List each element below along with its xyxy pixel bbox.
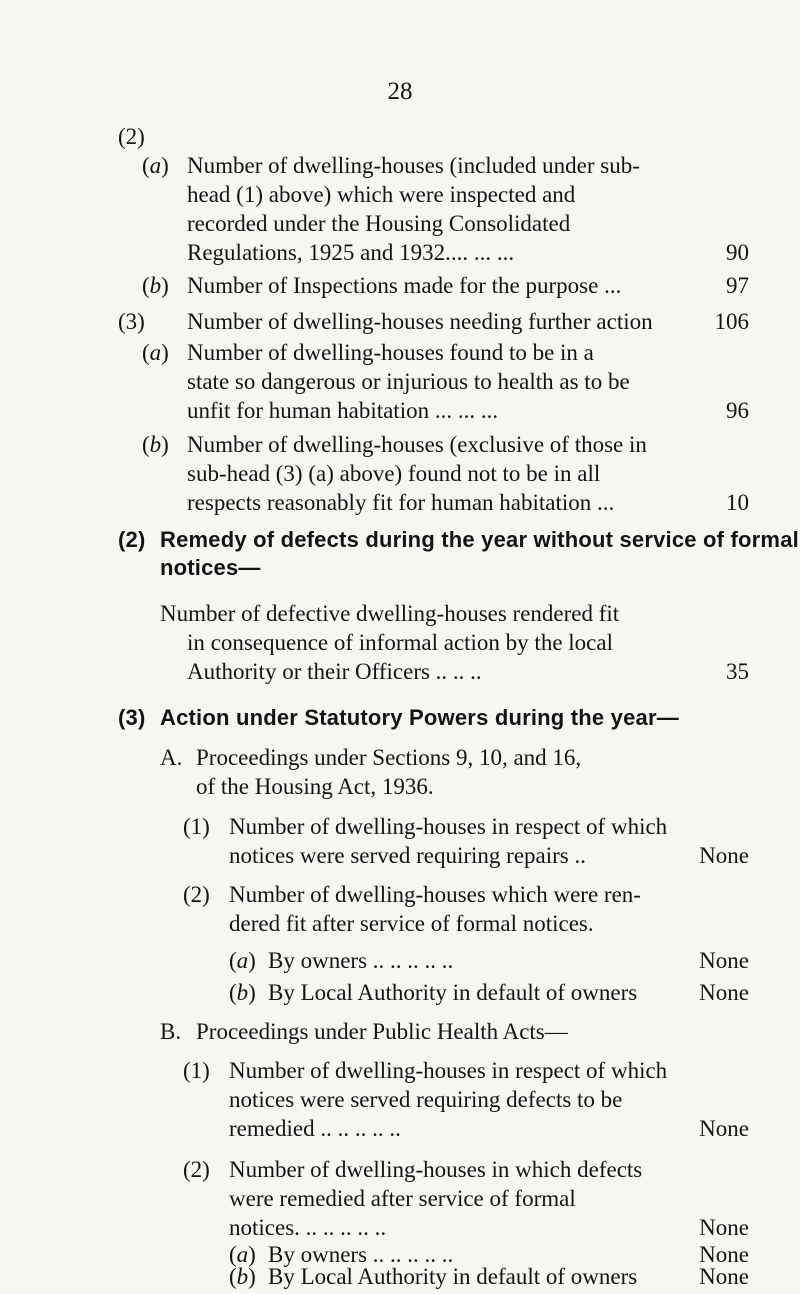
action-heading-line: Action under Statutory Powers during the year— xyxy=(160,705,679,730)
b2b-value: None xyxy=(699,1264,749,1289)
item-2b-label: (b) xyxy=(142,273,169,298)
a2a-value: None xyxy=(699,948,749,973)
item-3-line: Number of dwelling-houses needing further action xyxy=(187,309,653,334)
b2b-label: (b) xyxy=(229,1264,256,1289)
item-2a-value: 90 xyxy=(726,240,749,265)
a2b-value: None xyxy=(699,980,749,1005)
b1-label: (1) xyxy=(183,1058,210,1083)
action-heading-label: (3) xyxy=(118,705,146,730)
b2-label: (2) xyxy=(183,1157,210,1182)
item-3a-value: 96 xyxy=(726,398,749,423)
remedy-line-2: in consequence of informal action by the local xyxy=(187,630,613,655)
item-3b-label: (b) xyxy=(142,432,169,457)
remedy-heading-label: (2) xyxy=(118,527,146,552)
part-a-line-2: of the Housing Act, 1936. xyxy=(196,774,434,799)
b2a-label: (a) xyxy=(229,1242,256,1267)
b2-line-3: notices. .. .. .. .. .. xyxy=(229,1215,387,1240)
b1-line-3: remedied .. .. .. .. .. xyxy=(229,1116,401,1141)
a1-line-1: Number of dwelling-houses in respect of which xyxy=(229,814,668,839)
remedy-value: 35 xyxy=(726,659,749,684)
b2a-line: By owners .. .. .. .. .. xyxy=(268,1242,454,1267)
b1-line-1: Number of dwelling-houses in respect of which xyxy=(229,1058,668,1083)
section-2-label: (2) xyxy=(118,124,145,149)
item-3b-line-3: respects reasonably fit for human habitation ... xyxy=(187,490,615,515)
remedy-line-1: Number of defective dwelling-houses rendered fit xyxy=(160,601,620,626)
item-3b-line-1: Number of dwelling-houses (exclusive of those in xyxy=(187,432,647,457)
item-2b-line: Number of Inspections made for the purpose ... xyxy=(187,273,622,298)
remedy-heading-line-1: Remedy of defects during the year without service of formal xyxy=(160,527,799,552)
b2b-line: By Local Authority in default of owners xyxy=(268,1264,638,1289)
a2-label: (2) xyxy=(183,882,210,907)
item-3a-line-2: state so dangerous or injurious to health as to be xyxy=(187,369,630,394)
b2a-value: None xyxy=(699,1242,749,1267)
item-2a-line-4: Regulations, 1925 and 1932.... ... ... xyxy=(187,240,515,265)
remedy-line-3: Authority or their Officers .. .. .. xyxy=(187,659,482,684)
b2-line-2: were remedied after service of formal xyxy=(229,1186,576,1211)
b2-value: None xyxy=(699,1215,749,1240)
item-3b-line-2: sub-head (3) (a) above) found not to be in all xyxy=(187,461,601,486)
item-2a-line-2: head (1) above) which were inspected and xyxy=(187,182,576,207)
a2a-label: (a) xyxy=(229,948,256,973)
a1-value: None xyxy=(699,843,749,868)
a2-line-1: Number of dwelling-houses which were ren- xyxy=(229,882,641,907)
a1-label: (1) xyxy=(183,814,210,839)
b2-line-1: Number of dwelling-houses in which defects xyxy=(229,1157,643,1182)
item-2a-line-3: recorded under the Housing Consolidated xyxy=(187,211,571,236)
item-3b-value: 10 xyxy=(726,490,749,515)
b1-line-2: notices were served requiring defects to be xyxy=(229,1087,623,1112)
item-2a-label: (a) xyxy=(142,153,169,178)
b1-value: None xyxy=(699,1116,749,1141)
a2-line-2: dered fit after service of formal notices. xyxy=(229,911,594,936)
a2a-line: By owners .. .. .. .. .. xyxy=(268,948,454,973)
a2b-label: (b) xyxy=(229,980,256,1005)
item-3-value: 106 xyxy=(714,309,749,334)
item-2a-line-1: Number of dwelling-houses (included under sub- xyxy=(187,153,640,178)
part-a-label: A. xyxy=(160,745,183,770)
part-a-line-1: Proceedings under Sections 9, 10, and 16, xyxy=(196,745,582,770)
item-2b-value: 97 xyxy=(726,273,749,298)
remedy-heading-line-2: notices— xyxy=(160,555,261,580)
part-b-line: Proceedings under Public Health Acts— xyxy=(196,1019,568,1044)
item-3-label: (3) xyxy=(118,309,145,334)
a2b-line: By Local Authority in default of owners xyxy=(268,980,638,1005)
part-b-label: B. xyxy=(160,1019,182,1044)
page-number: 28 xyxy=(387,78,413,105)
item-3a-line-1: Number of dwelling-houses found to be in a xyxy=(187,340,594,365)
item-3a-line-3: unfit for human habitation ... ... ... xyxy=(187,398,499,423)
a1-line-2: notices were served requiring repairs .. xyxy=(229,843,586,868)
item-3a-label: (a) xyxy=(142,340,169,365)
